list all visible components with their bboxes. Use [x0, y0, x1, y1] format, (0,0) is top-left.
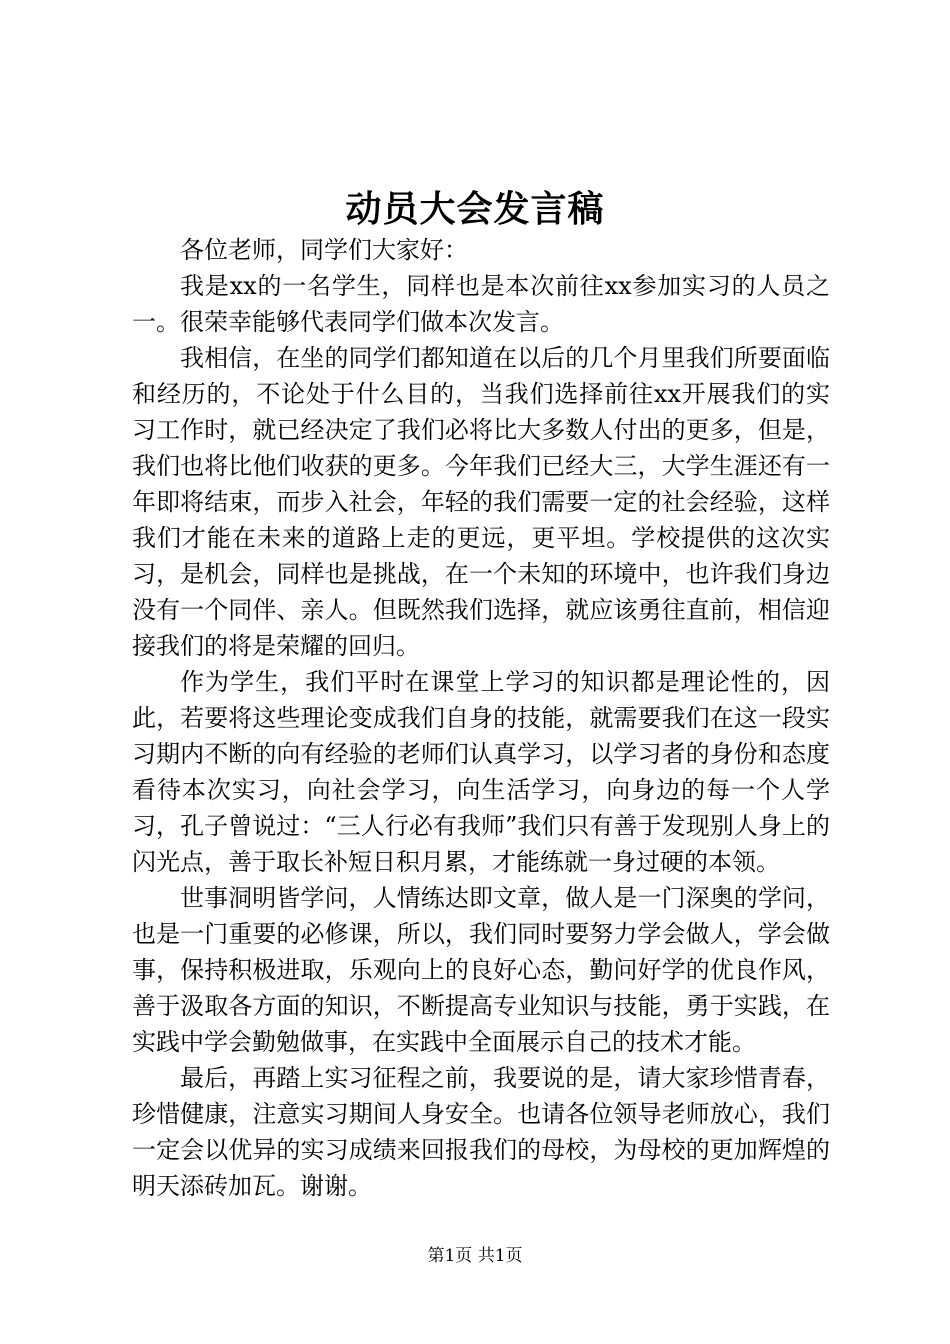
paragraph-belief: 我相信，在坐的同学们都知道在以后的几个月里我们所要面临和经历的，不论处于什么目的，当我们选择前往xx开展我们的实习工作时，就已经决定了我们必将比大多数人付出的更多，但是，我们也将比他们收获的更多。今年我们已经大三，大学生涯还有一年即将结束，而步入社会，年轻的我们需要一定的社会经验，这样我们才能在未来的道路上走的更远，更平坦。学校提供的这次实习，是机会，同样也是挑战，在一个未知的环境中，也许我们身边没有一个同伴、亲人。但既然我们选择，就应该勇往直前，相信迎接我们的将是荣耀的回归。: [132, 344, 830, 660]
paragraph-greeting: 各位老师，同学们大家好：: [180, 236, 468, 264]
paragraph-intro: 我是xx的一名学生，同样也是本次前往xx参加实习的人员之一。很荣幸能够代表同学们做本次发言。: [132, 272, 830, 336]
paragraph-conduct: 世事洞明皆学问，人情练达即文章，做人是一门深奥的学问，也是一门重要的必修课，所以，我们同时要努力学会做人，学会做事，保持积极进取，乐观向上的良好心态，勤问好学的优良作风，善于汲取各方面的知识，不断提高专业知识与技能，勇于实践，在实践中学会勤勉做事，在实践中全面展示自己的技术才能。: [132, 884, 830, 1056]
paragraph-closing: 最后，再踏上实习征程之前，我要说的是，请大家珍惜青春，珍惜健康，注意实习期间人身安全。也请各位领导老师放心，我们一定会以优异的实习成绩来回报我们的母校，为母校的更加辉煌的明天添砖加瓦。谢谢。: [132, 1064, 830, 1200]
paragraph-learning: 作为学生，我们平时在课堂上学习的知识都是理论性的，因此，若要将这些理论变成我们自身的技能，就需要我们在这一段实习期内不断的向有经验的老师们认真学习，以学习者的身份和态度看待本次实习，向社会学习，向生活学习，向身边的每一个人学习，孔子曾说过：“三人行必有我师”我们只有善于发现别人身上的闪光点，善于取长补短日积月累，才能练就一身过硬的本领。: [132, 668, 830, 876]
document-title: 动员大会发言稿: [345, 188, 605, 230]
document-body: [132, 232, 830, 1204]
page-number-footer: 第1页 共1页: [427, 1246, 523, 1266]
